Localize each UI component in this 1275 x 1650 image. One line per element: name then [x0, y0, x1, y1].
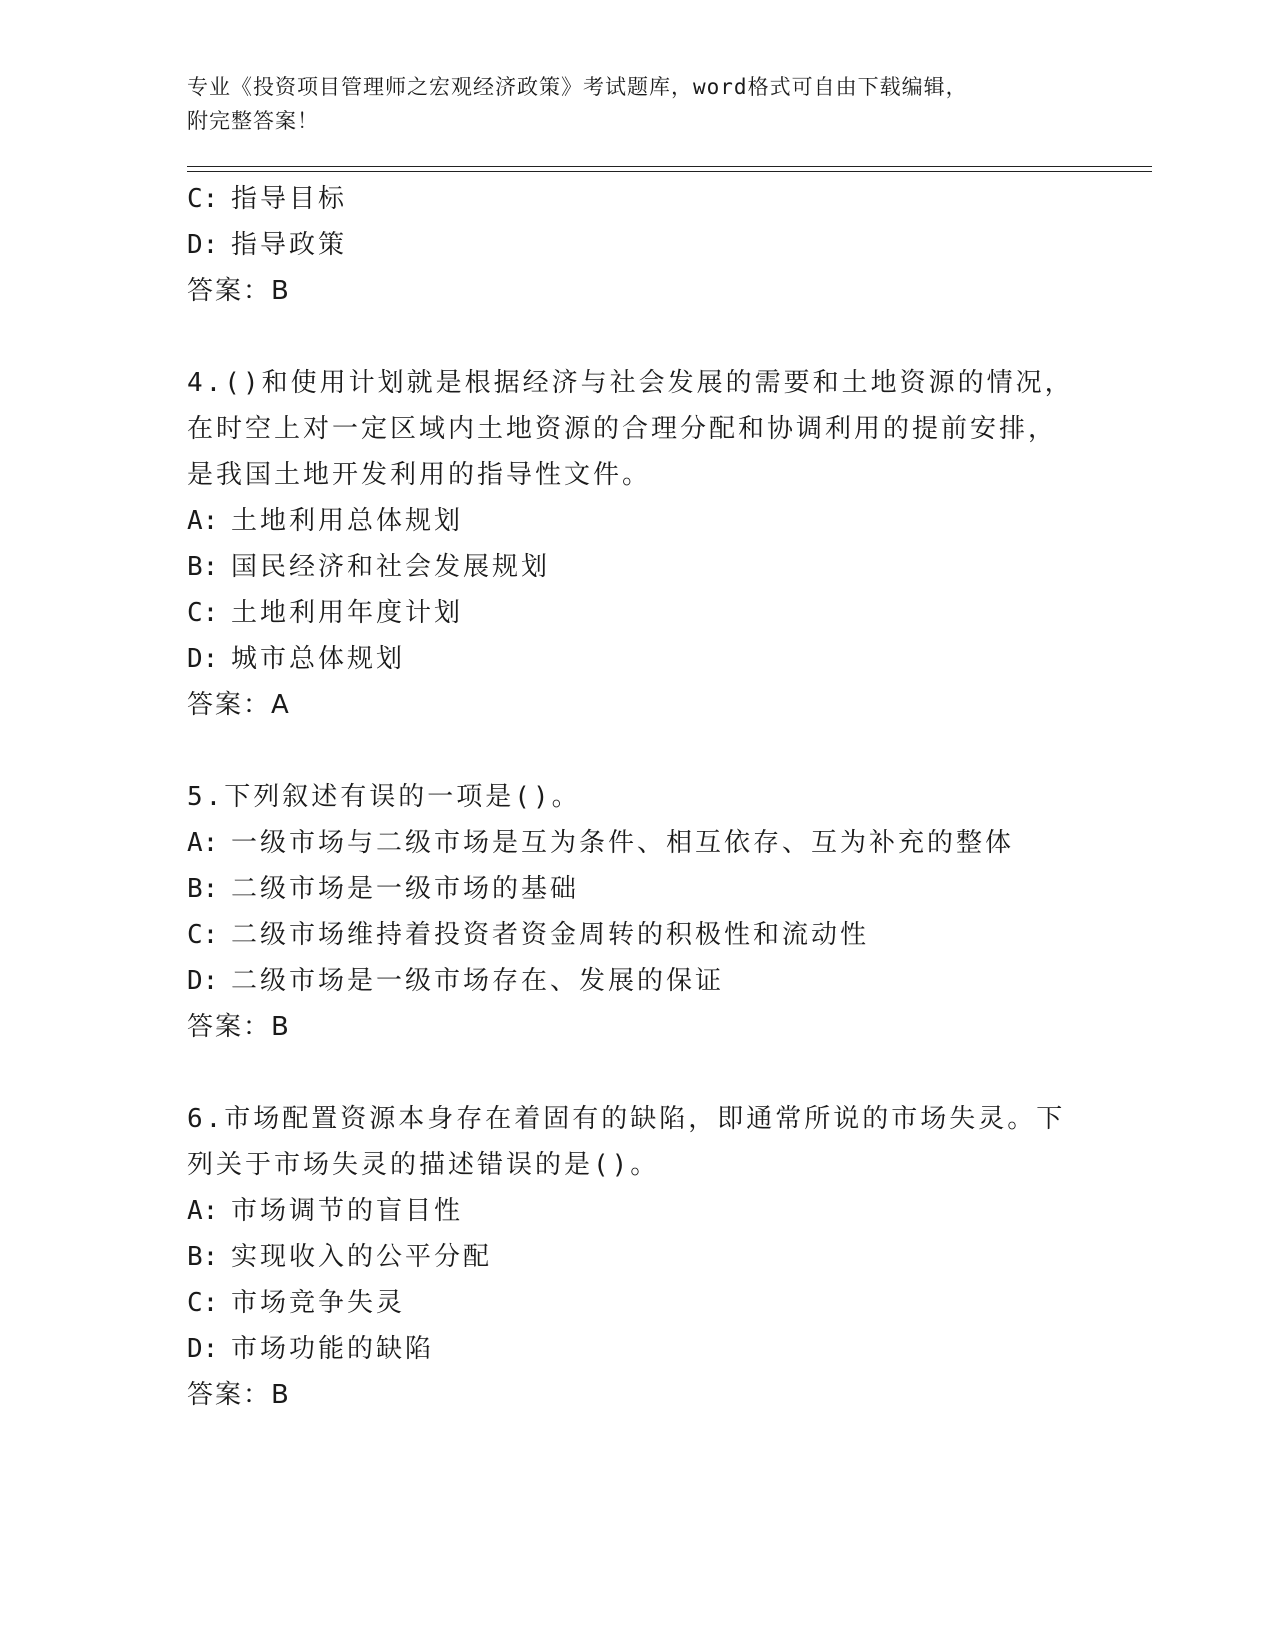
option-b: B: 二级市场是一级市场的基础 [187, 874, 580, 904]
option-c: C: 市场竞争失灵 [187, 1288, 406, 1318]
question-stem: 6.市场配置资源本身存在着固有的缺陷，即通常所说的市场失灵。下 [187, 1104, 1066, 1134]
question-stem: 是我国土地开发利用的指导性文件。 [187, 460, 652, 490]
option-d: D: 城市总体规划 [187, 644, 406, 674]
document-header [187, 70, 1152, 138]
question-5 [187, 774, 1152, 1050]
option-d: D: 指导政策 [187, 230, 348, 260]
document-page [187, 70, 1152, 1418]
header-line-2: 附完整答案！ [187, 109, 319, 133]
option-d: D: 市场功能的缺陷 [187, 1334, 435, 1364]
question-stem: 4.()和使用计划就是根据经济与社会发展的需要和土地资源的情况， [187, 368, 1074, 398]
option-a: A: 市场调节的盲目性 [187, 1196, 464, 1226]
option-a: A: 土地利用总体规划 [187, 506, 464, 536]
continued-question [187, 176, 1152, 314]
option-d: D: 二级市场是一级市场存在、发展的保证 [187, 966, 725, 996]
answer: 答案：B [187, 276, 291, 306]
answer: 答案：A [187, 690, 291, 720]
option-c: C: 指导目标 [187, 184, 348, 214]
option-c: C: 土地利用年度计划 [187, 598, 464, 628]
option-b: B: 实现收入的公平分配 [187, 1242, 493, 1272]
question-stem: 5.下列叙述有误的一项是()。 [187, 782, 581, 812]
header-line-1: 专业《投资项目管理师之宏观经济政策》考试题库，word格式可自由下载编辑， [187, 75, 968, 99]
option-b: B: 国民经济和社会发展规划 [187, 552, 551, 582]
question-content [187, 172, 1152, 1418]
question-6 [187, 1096, 1152, 1418]
answer: 答案：B [187, 1012, 291, 1042]
question-stem: 在时空上对一定区域内土地资源的合理分配和协调利用的提前安排， [187, 414, 1058, 444]
question-4 [187, 360, 1152, 728]
answer: 答案：B [187, 1380, 291, 1410]
option-c: C: 二级市场维持着投资者资金周转的积极性和流动性 [187, 920, 870, 950]
question-stem: 列关于市场失灵的描述错误的是()。 [187, 1150, 660, 1180]
option-a: A: 一级市场与二级市场是互为条件、相互依存、互为补充的整体 [187, 828, 1015, 858]
